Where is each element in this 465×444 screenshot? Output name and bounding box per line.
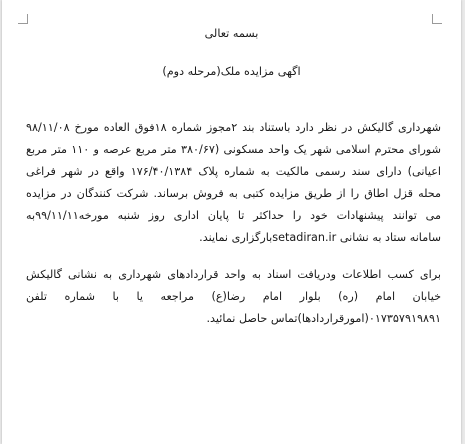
paragraph-line: خیابان امام (ره) بلوار امام رضا(ع) مراجعه یا با شماره تلفن <box>26 290 441 303</box>
paragraph-line: شهرداری گالیکش در نظر دارد باستناد بند ۲مجوز شماره ۱۸فوق العاده مورخ ۹۸/۱۱/۰۸ <box>26 121 441 134</box>
margin-corner-mark-right <box>432 14 442 24</box>
paragraph-line: اعیانی) دارای سند رسمی مالکیت به شماره پلاک ۱۷۶/۴۰/۱۳۸۴ واقع در شهر فراغی <box>26 165 441 178</box>
paragraph-line: می توانند پیشنهادات خود را حداکثر تا پایان اداری روز شنبه مورخه۹۹/۱۱/۱۱به <box>26 209 441 222</box>
paragraph-line: برای کسب اطلاعات ودریافت اسناد به واحد قراردادهای شهرداری به نشانی گالیکش <box>26 268 441 281</box>
margin-corner-mark-left <box>18 14 28 24</box>
paragraph-line: محله قزل اطاق را از طریق مزایده کتبی به فروش برساند. شرکت کنندگان در مزایده <box>26 187 441 200</box>
paragraph-line: ۰۱۷۳۵۷۹۱۹۸۹۱(امورقراردادها)تماس حاصل نمائید. <box>206 312 441 325</box>
document-title: اگهی مزایده ملک(مرحله دوم) <box>162 65 301 78</box>
paragraph-line: سامانه ستاد به نشانی setadiran.irبارگزاری نمایند. <box>199 231 441 244</box>
document-page <box>2 0 461 444</box>
paragraph-line: شورای محترم اسلامی شهر یک واحد مسکونی (۳۸۰/۶۷ متر مربع عرصه و ۱۱۰ متر مربع <box>26 143 441 156</box>
document-invocation: بسمه تعالی <box>204 27 259 40</box>
